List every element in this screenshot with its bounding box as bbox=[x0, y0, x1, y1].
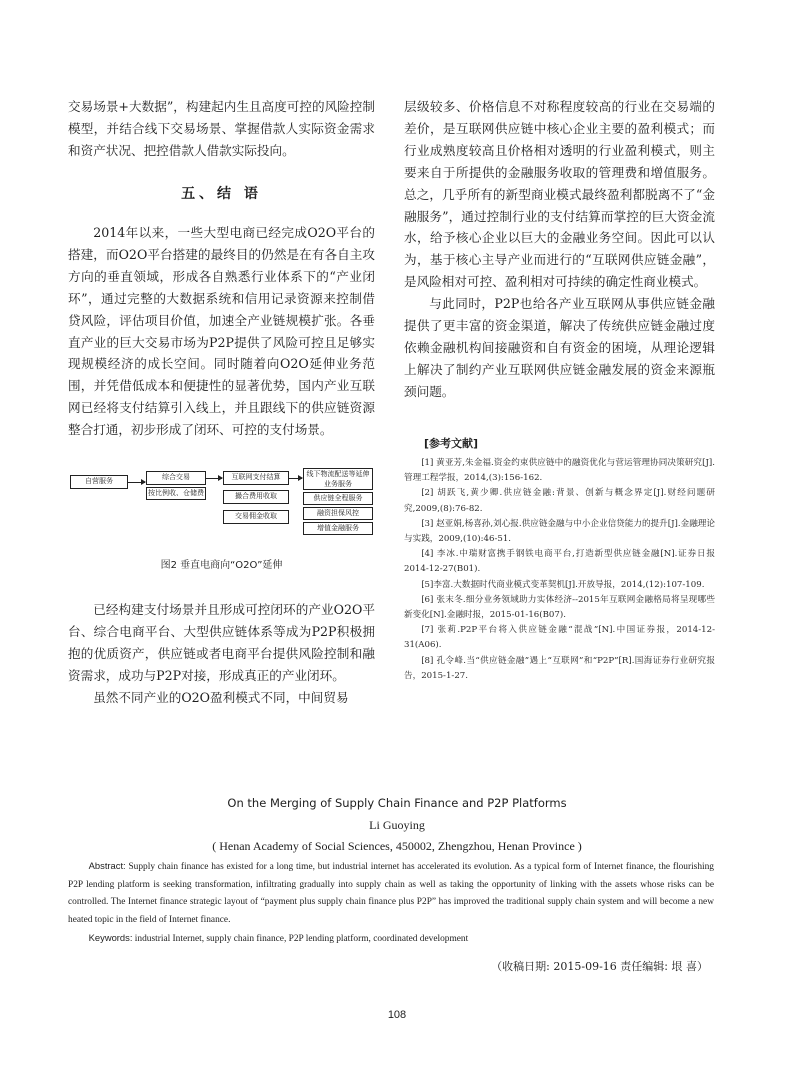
reference-item: [2] 胡跃飞,黄少卿.供应链金融:背景、创新与概念界定[J].财经问题研究,2009,(8):76-82. bbox=[404, 488, 715, 514]
received-date-line bbox=[491, 958, 708, 974]
diagram-box-value-added-finance: 增值金融服务 bbox=[303, 522, 373, 535]
diagram-arrow bbox=[128, 482, 145, 483]
paragraph-profit-model: 层级较多、价格信息不对称程度较高的行业在交易端的差价，是互联网供应链中核心企业主要的盈利模式；而行业成熟度较高且价格相对透明的行业盈利模式，则主要来自于所提供的金融服务收取的管理费和增值服务。总之，几乎所有的新型商业模式最终盈利都脱离不了“金融服务”，通过控制行业的支付结算而掌控的巨大资金流水，给予核心企业以巨大的金融业务空间。因此可以认为，基于核心主导产业而进行的“互联网供应链金融”，是风险相对可控、盈利相对可持续的确定性商业模式。 bbox=[404, 99, 715, 290]
reference-item: [6] 张末冬.细分业务领域助力实体经济--2015年互联网金融格局将呈现哪些新变化[N].金融时报，2015-01-16(B07). bbox=[404, 594, 715, 621]
reference-item: [5]李富.大数据时代商业模式变革契机[J].开放导报，2014,(12):107-109. bbox=[421, 579, 705, 590]
page-number: 108 bbox=[387, 1009, 407, 1021]
section-heading-conclusion: 五、结 语 bbox=[181, 186, 262, 202]
diagram-box-financing-guarantee: 融资担保风控 bbox=[303, 507, 373, 520]
keywords-paragraph bbox=[68, 929, 714, 949]
english-author: Li Guoying bbox=[369, 818, 425, 832]
paragraph-risk-control: 交易场景+大数据”，构建起内生且高度可控的风险控制模型，并结合线下交易场景、掌握借款人实际资金需求和资产状况、把控借款人借款实际投向。 bbox=[68, 99, 375, 158]
paragraph-text: 已经构建支付场景并且形成可控闭环的产业O2O平台、综合电商平台、大型供应链体系等成为P2P积极拥抱的优质资产，供应链或者电商平台提供风险控制和融资需求，成功与P2P对接，形成真正的产业闭环。 bbox=[68, 602, 375, 683]
english-affiliation: ( Henan Academy of Social Sciences, 450002, Zhengzhou, Henan Province ) bbox=[212, 839, 582, 853]
diagram-box-commission: 交易佣金收取 bbox=[223, 510, 289, 524]
o2o-extension-diagram bbox=[68, 466, 375, 546]
diagram-box-comprehensive-trade: 综合交易 bbox=[146, 471, 206, 485]
abstract-text: Supply chain finance has existed for a long time, but industrial internet has accelerated its evolution. As a typical form of Internet finance, the flourishing P2P lending platform is seeking transformation, infiltrating gradually into supply chain as well as taking the opportunity of linking with the assets whose risks can be controlled. The Internet finance strategic layout of “payment plus supply chain finance plus P2P” has improved the traditional supply chain system and will become a new heated topic in the field of Internet finance. bbox=[68, 862, 714, 925]
paragraph-payment-scenarios bbox=[68, 599, 375, 709]
diagram-box-logistics-extension: 线下物流配送等延伸业务服务 bbox=[303, 468, 373, 490]
keywords-label: Keywords: bbox=[88, 932, 133, 943]
diagram-arrow bbox=[206, 478, 222, 479]
left-column-top bbox=[68, 96, 375, 162]
reference-item: [3] 赵亚娟,杨喜孙,刘心报.供应链金融与中小企业信贷能力的提升[J].金融理论与实践，2009,(10):46-51. bbox=[404, 518, 715, 545]
references-heading: [参考文献] bbox=[424, 437, 479, 450]
figure-caption: 图2 垂直电商向“O2O”延伸 bbox=[160, 560, 283, 571]
paragraph-p2p-channels: 与此同时，P2P也给各产业互联网从事供应链金融提供了更丰富的资金渠道，解决了传统供应链金融过度依赖金融机构间接融资和自有资金的困境，从理论逻辑上解决了制约产业互联网供应链金融发展的资金来源瓶颈问题。 bbox=[404, 296, 715, 399]
reference-item: [7] 张莉.P2P平台将入供应链金融“混战”[N].中国证券报，2014-12-31(A06). bbox=[404, 625, 715, 651]
responsible-editor: 责任编辑: 垠 喜） bbox=[620, 960, 708, 973]
abstract-label: Abstract: bbox=[88, 860, 126, 871]
right-column bbox=[404, 96, 715, 403]
paragraph-o2o-platforms bbox=[68, 222, 375, 441]
reference-item: [8] 孔令峰.当“供应链金融”遇上“互联网”和“P2P”[R].国海证券行业研究报告，2015-1-27. bbox=[404, 655, 715, 681]
paragraph-text: 2014年以来，一些大型电商已经完成O2O平台的搭建，而O2O平台搭建的最终目的仍然是在有各自主攻方向的垂直领域，形成各自熟悉行业体系下的“产业闭环”，通过完整的大数据系统和信用记录资源来控制借贷风险，评估项目价值，加速全产业链规模扩张。各垂直产业的巨大交易市场为P2P提供了风险可控且足够实现规模经济的成长空间。同时随着向O2O延伸业务范围，并凭借低成本和便捷性的显著优势，国内产业互联网已经将支付结算引入线上，并且跟线下的供应链资源整合打通，初步形成了闭环、可控的支付场景。 bbox=[68, 225, 375, 438]
diagram-box-payment-settlement: 互联网支付结算 bbox=[223, 471, 289, 485]
diagram-box-matching-fee: 撮合费用收取 bbox=[223, 490, 289, 504]
paragraph-text: 虽然不同产业的O2O盈利模式不同，中间贸易 bbox=[93, 689, 349, 705]
diagram-box-supply-chain-service: 供应链全程服务 bbox=[303, 492, 373, 505]
english-abstract bbox=[68, 857, 714, 949]
references-list bbox=[404, 456, 715, 684]
received-date: （收稿日期: 2015-09-16 bbox=[491, 960, 617, 973]
keywords-text: industrial Internet, supply chain finance, P2P lending platform, coordinated development bbox=[134, 934, 469, 944]
diagram-box-warehouse-fee: 按比例收、仓储费 bbox=[146, 487, 206, 500]
diagram-box-self-service: 自营服务 bbox=[70, 475, 128, 489]
english-title: On the Merging of Supply Chain Finance and P2P Platforms bbox=[227, 796, 567, 810]
diagram-arrow bbox=[289, 478, 302, 479]
reference-item: [1] 黄亚芳,朱金福.资金约束供应链中的融资优化与营运管理协同决策研究[J].管理工程学报，2014,(3):156-162. bbox=[404, 458, 715, 484]
reference-item: [4] 李冰.中瑞财富携手钢铁电商平台,打造新型供应链金融[N].证券日报2014-12-27(B01). bbox=[404, 549, 715, 575]
abstract-paragraph bbox=[68, 857, 714, 929]
